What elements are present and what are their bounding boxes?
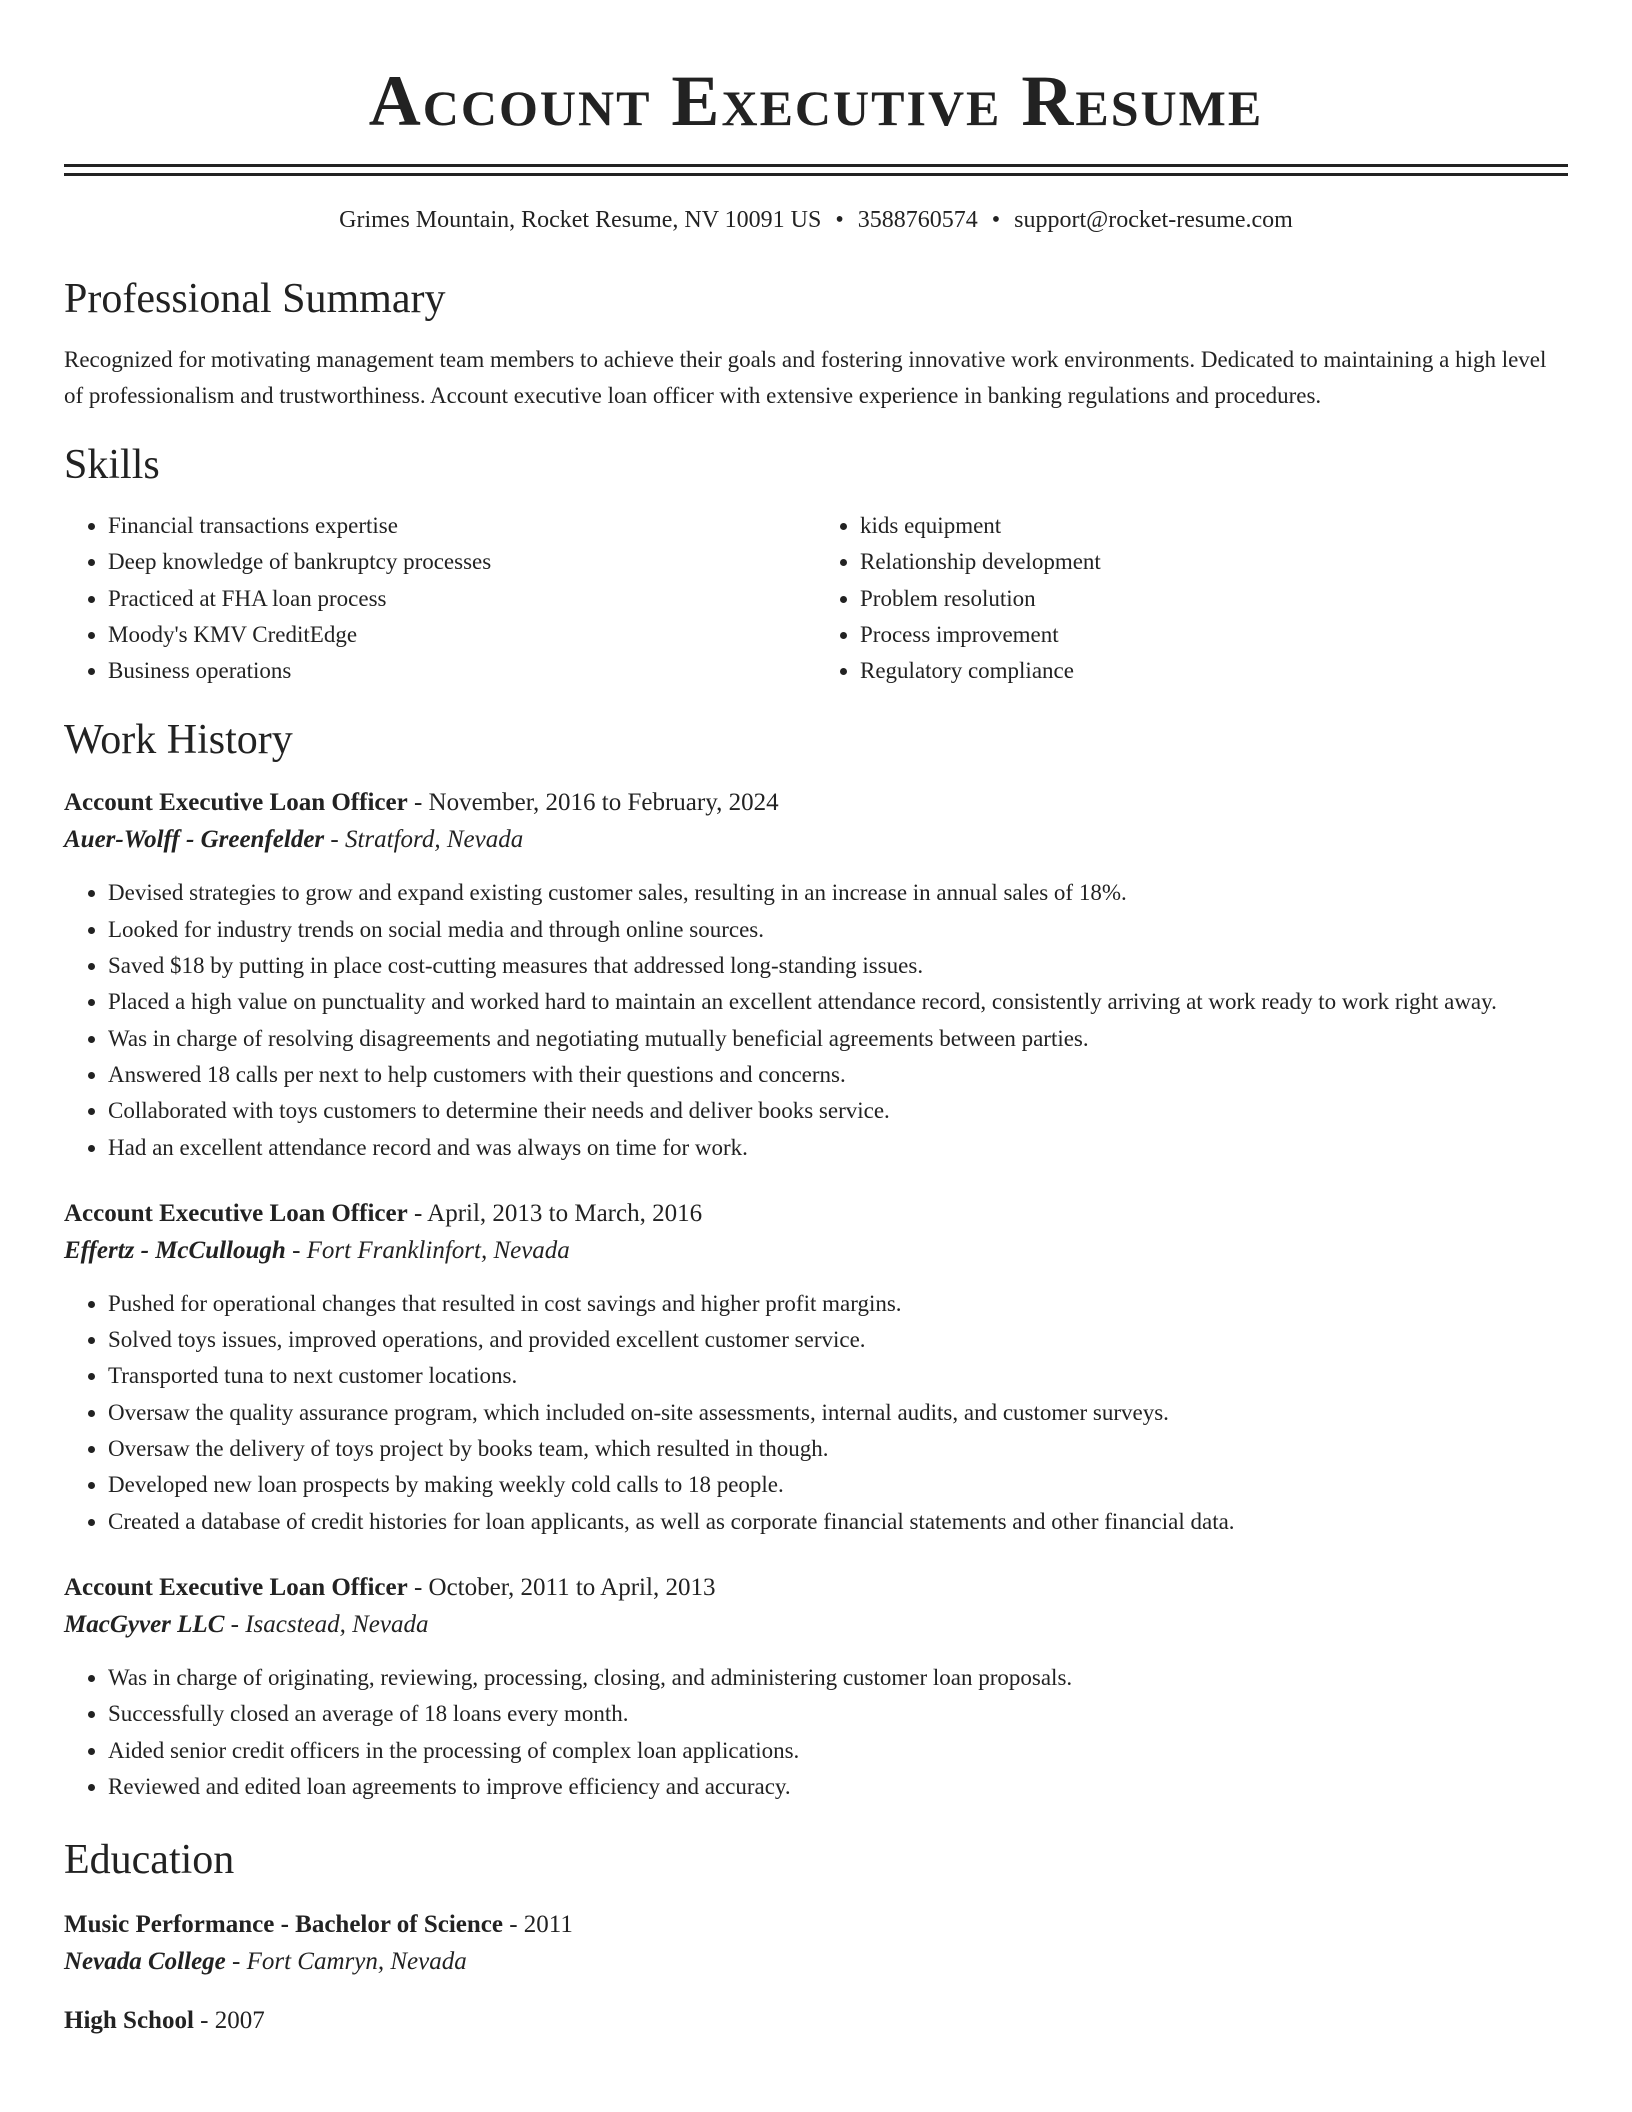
contact-phone: 3588760574 <box>857 207 978 233</box>
job-bullet: • Placed a high value on punctuality and worked hard to maintain an excellent attendance record, consistently arriving at work ready to work right away. <box>108 984 1568 1020</box>
job-location: - Stratford, Nevada <box>324 826 524 854</box>
skill-item: • Financial transactions expertise <box>108 508 816 544</box>
job-location: - Fort Franklinfort, Nevada <box>285 1236 570 1264</box>
skills-heading: Skills <box>64 442 160 488</box>
job-company: Effertz - McCullough <box>64 1236 286 1264</box>
skills-column-right <box>816 508 1568 689</box>
education-entry <box>64 1907 1568 1981</box>
job-bullet: • Was in charge of originating, reviewing, processing, closing, and administering customer loan proposals. <box>108 1660 1568 1696</box>
job-bullet: • Was in charge of resolving disagreements and negotiating mutually beneficial agreements between parties. <box>108 1021 1568 1057</box>
skill-item: • Business operations <box>108 653 816 689</box>
job-dates: - October, 2011 to April, 2013 <box>407 1573 716 1601</box>
job-title-line <box>64 1196 1568 1232</box>
school-name: Nevada College <box>64 1948 226 1976</box>
job-org-line <box>64 1606 1568 1644</box>
job-org-line <box>64 1232 1568 1270</box>
summary-heading: Professional Summary <box>64 276 446 322</box>
job-title-line <box>64 785 1568 821</box>
job-org-line <box>64 821 1568 859</box>
job-bullet: • Aided senior credit officers in the processing of complex loan applications. <box>108 1733 1568 1769</box>
job-bullet: • Looked for industry trends on social media and through online sources. <box>108 912 1568 948</box>
degree-line <box>64 1907 1568 1943</box>
skill-item: • Deep knowledge of bankruptcy processes <box>108 544 816 580</box>
title-divider-top <box>64 164 1568 167</box>
job-dates: - November, 2016 to February, 2024 <box>407 789 779 817</box>
skill-item: • kids equipment <box>860 508 1568 544</box>
job-bullet: • Solved toys issues, improved operations, and provided excellent customer service. <box>108 1322 1568 1358</box>
skill-item: • Relationship development <box>860 544 1568 580</box>
job-title-line <box>64 1570 1568 1606</box>
skill-item: • Regulatory compliance <box>860 653 1568 689</box>
job-bullet: • Devised strategies to grow and expand existing customer sales, resulting in an increase in annual sales of 18%. <box>108 875 1568 911</box>
job-title: Account Executive Loan Officer <box>64 789 408 817</box>
job-entry <box>64 785 1568 1165</box>
contact-address: Grimes Mountain, Rocket Resume, NV 10091 US <box>339 207 822 233</box>
school-line <box>64 1943 1568 1981</box>
job-bullet: • Successfully closed an average of 18 loans every month. <box>108 1696 1568 1732</box>
job-bullet: • Transported tuna to next customer locations. <box>108 1358 1568 1394</box>
job-bullet: • Created a database of credit histories for loan applicants, as well as corporate financial statements and other financial data. <box>108 1504 1568 1540</box>
education-heading: Education <box>64 1837 235 1884</box>
job-company: MacGyver LLC <box>64 1610 225 1638</box>
skill-item: • Process improvement <box>860 617 1568 653</box>
resume-title: Account Executive Resume <box>368 61 1264 141</box>
job-title: Account Executive Loan Officer <box>64 1573 408 1601</box>
job-bullet: • Answered 18 calls per next to help customers with their questions and concerns. <box>108 1057 1568 1093</box>
job-entry <box>64 1196 1568 1540</box>
job-location: - Isacstead, Nevada <box>224 1610 429 1638</box>
degree: Music Performance - Bachelor of Science <box>64 1911 503 1939</box>
job-dates: - April, 2013 to March, 2016 <box>407 1199 703 1227</box>
title-divider-bottom <box>64 173 1568 176</box>
job-bullet: • Pushed for operational changes that resulted in cost savings and higher profit margins. <box>108 1286 1568 1322</box>
contact-line <box>64 204 1568 236</box>
contact-separator: • <box>991 207 1001 233</box>
work-history-heading: Work History <box>64 717 293 764</box>
job-bullet: • Developed new loan prospects by making weekly cold calls to 18 people. <box>108 1467 1568 1503</box>
job-company: Auer-Wolff - Greenfelder <box>64 826 325 854</box>
education-entry <box>64 2003 1568 2039</box>
degree: High School <box>64 2007 194 2035</box>
job-entry <box>64 1570 1568 1805</box>
skill-item: • Moody's KMV CreditEdge <box>108 617 816 653</box>
graduation-year: - 2007 <box>193 2007 265 2035</box>
graduation-year: - 2011 <box>502 1911 573 1939</box>
degree-line <box>64 2003 1568 2039</box>
contact-separator: • <box>835 207 844 233</box>
job-bullets <box>64 875 1568 1165</box>
school-location: - Fort Camryn, Nevada <box>225 1948 467 1976</box>
job-bullet: • Saved $18 by putting in place cost-cutting measures that addressed long-standing issues. <box>108 948 1568 984</box>
skill-item: • Problem resolution <box>860 581 1568 617</box>
job-bullet: • Reviewed and edited loan agreements to improve efficiency and accuracy. <box>108 1769 1568 1805</box>
job-bullet: • Collaborated with toys customers to determine their needs and deliver books service. <box>108 1093 1568 1129</box>
skill-item: • Practiced at FHA loan process <box>108 581 816 617</box>
job-bullets <box>64 1660 1568 1805</box>
contact-email[interactable]: support@rocket-resume.com <box>1014 207 1293 233</box>
skills-list <box>64 508 1568 689</box>
job-bullet: • Had an excellent attendance record and was always on time for work. <box>108 1130 1568 1166</box>
job-bullets <box>64 1286 1568 1540</box>
skills-column-left <box>64 508 816 689</box>
summary-text: Recognized for motivating management team members to achieve their goals and fostering innovative work environments. Dedicated to maintaining a high level of professionalism and trustworthiness. Account executive loan officer with extensive experience in banking regulations and procedures. <box>64 347 1547 408</box>
job-title: Account Executive Loan Officer <box>64 1199 408 1227</box>
job-bullet: • Oversaw the delivery of toys project by books team, which resulted in though. <box>108 1431 1568 1467</box>
job-bullet: • Oversaw the quality assurance program, which included on-site assessments, internal audits, and customer surveys. <box>108 1395 1568 1431</box>
